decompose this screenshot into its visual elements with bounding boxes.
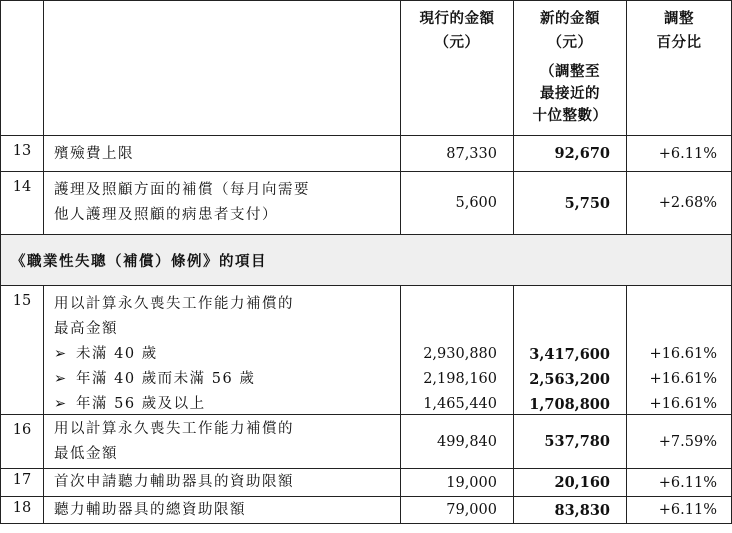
row-new-amount: 83,830 [514, 497, 627, 523]
row-current-amount: 87,330 [401, 136, 514, 171]
row-percent: +6.11% [627, 469, 732, 496]
sub-item-40-to-56: ➢ 年滿 40 歲而未滿 56 歲 [54, 367, 392, 392]
row-current-amount: 499,840 [401, 415, 514, 468]
table-header-row [0, 0, 732, 136]
row-current-amount: 5,600 [401, 172, 514, 234]
row-item: 首次申請聽力輔助器具的資助限額 [44, 469, 401, 496]
row-percent: +6.11% [627, 136, 732, 171]
section-heading: 《職業性失聰（補償）條例》的項目 [0, 235, 732, 285]
row-number: 13 [0, 136, 44, 171]
row-item: 用以計算永久喪失工作能力補償的 最高金額 ➢ 未滿 40 歲 ➢ 年滿 40 歲而未滿 56 歲 ➢ 年滿 56 歲及以上 [44, 286, 401, 414]
row-item: 殯殮費上限 [44, 136, 401, 171]
table-row-13 [0, 136, 732, 172]
arrow-bullet-icon: ➢ [54, 396, 68, 412]
row-new-amount: 3,417,600 2,563,200 1,708,800 [514, 286, 627, 414]
row-item: 聽力輔助器具的總資助限額 [44, 497, 401, 523]
sub-item-under-40: ➢ 未滿 40 歲 [54, 342, 392, 367]
row-current-amount: 79,000 [401, 497, 514, 523]
row-percent: +2.68% [627, 172, 732, 234]
header-adjustment-percent: 調整 百分比 [627, 1, 732, 135]
sub-item-56-and-over: ➢ 年滿 56 歲及以上 [54, 392, 392, 417]
row-number: 15 [0, 286, 44, 414]
row-percent: +16.61% +16.61% +16.61% [627, 286, 732, 414]
table-row-18 [0, 497, 732, 524]
table-row-17 [0, 469, 732, 497]
header-item-cell [44, 1, 401, 135]
header-rounding-note: （調整至 最接近的 十位整數） [532, 63, 608, 124]
row-new-amount: 537,780 [514, 415, 627, 468]
header-current-amount: 現行的金額 （元） [401, 1, 514, 135]
row-current-amount: 19,000 [401, 469, 514, 496]
row-percent: +7.59% [627, 415, 732, 468]
table-row-16 [0, 415, 732, 469]
row-new-amount: 20,160 [514, 469, 627, 496]
row-number: 14 [0, 172, 44, 234]
table-row-15 [0, 285, 732, 415]
row-current-amount: 2,930,880 2,198,160 1,465,440 [401, 286, 514, 414]
row-new-amount: 92,670 [514, 136, 627, 171]
row-percent: +6.11% [627, 497, 732, 523]
row-number: 16 [0, 415, 44, 468]
table-row-14 [0, 172, 732, 235]
header-new-amount: 新的金額 （元） （調整至 最接近的 十位整數） [514, 1, 627, 135]
row-number: 18 [0, 497, 44, 523]
row-item: 用以計算永久喪失工作能力補償的 最低金額 [44, 415, 401, 468]
arrow-bullet-icon: ➢ [54, 371, 68, 387]
row-new-amount: 5,750 [514, 172, 627, 234]
row-item: 護理及照顧方面的補償（每月向需要 他人護理及照顧的病患者支付） [44, 172, 401, 234]
row-number: 17 [0, 469, 44, 496]
header-number-cell [0, 1, 44, 135]
arrow-bullet-icon: ➢ [54, 346, 68, 362]
